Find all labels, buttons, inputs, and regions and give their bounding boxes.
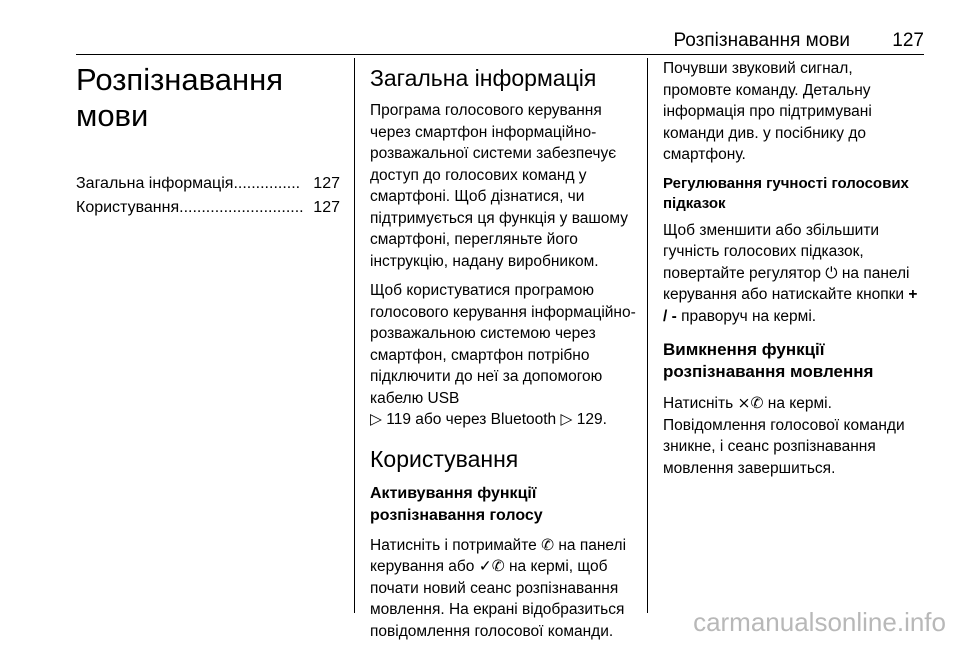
page-number: 127 — [892, 30, 924, 51]
toc-leader-dots: ............................ — [179, 199, 304, 216]
header-title: Розпізнавання мови — [673, 30, 850, 51]
page-ref-arrow-icon[interactable]: ▷ — [370, 411, 382, 428]
toc-entry-page: 127 — [313, 199, 340, 216]
usage-heading: Користування — [370, 445, 519, 472]
general-info-paragraph: Програма голосового керування через смартфон інформаційно-розважальної системи забезпечує доступ до голосових команд у смартфоні. Щоб дізнатися, чи підтримується ця функція у вашому смартфоні, перегляньте його інструкцію, надану виробником. — [370, 102, 629, 270]
command-paragraph: Почувши звуковий сигнал, промовте команду. Детальну інформація про підтримувані команди див. у посібнику до смартфону. — [663, 60, 872, 163]
disable-paragraph: Натисніть ⨯✆ на кермі. — [663, 393, 925, 415]
toc-entry[interactable] — [76, 172, 340, 196]
disable-paragraph-2: Повідомлення голосової команди зникне, і сеанс розпізнавання мовлення завершиться. — [663, 416, 905, 477]
column-divider — [647, 58, 648, 613]
column-2 — [370, 58, 636, 650]
volume-keys: + / - — [663, 286, 918, 325]
mute-hangup-icon: ⨯✆ — [737, 395, 764, 412]
toc-entry-page: 127 — [313, 175, 340, 192]
activation-heading: Активування функції розпізнавання голосу — [370, 484, 543, 524]
header-divider — [76, 54, 924, 55]
phone-icon: ✆ — [541, 536, 555, 554]
page-ref-usb: 119 або через Bluetooth — [386, 411, 557, 428]
table-of-contents — [76, 172, 340, 220]
page-ref-bluetooth: 129. — [576, 411, 607, 428]
section-title: Розпізнавання мови — [76, 62, 284, 133]
page-ref-arrow-icon[interactable]: ▷ — [560, 411, 573, 428]
watermark: carmanualsonline.info — [693, 607, 946, 637]
toc-leader-dots: ............... — [233, 175, 301, 192]
activation-paragraph: Натисніть і потримайте ✆ на панелі керування або ✓✆ на кермі, щоб почати новий сеанс розпізнавання мовлення. На екрані відобразиться повідомлення голосової команди. — [370, 536, 627, 640]
column-3 — [663, 58, 925, 487]
toc-entry[interactable] — [76, 196, 340, 220]
column-1 — [76, 58, 340, 220]
steering-voice-icon: ✓✆ — [478, 558, 505, 575]
usb-bluetooth-paragraph — [370, 280, 636, 431]
disable-heading: Вимкнення функції розпізнавання мовлення — [663, 340, 874, 381]
volume-paragraph: Щоб зменшити або збільшити гучність голосових підказок, повертайте регулятор ⏻ на панелі керування або натискайте кнопки + / - праворуч на кермі. — [663, 221, 918, 325]
general-info-heading: Загальна інформація — [370, 65, 597, 91]
page-header — [76, 28, 924, 56]
column-divider — [354, 58, 355, 613]
volume-heading: Регулювання гучності голосових підказок — [663, 174, 909, 212]
usb-text: Щоб користуватися програмою голосового керування інформаційно-розважальною системою через смартфон, смартфон потрібно підключити до неї за допомогою кабелю USB — [370, 282, 636, 407]
toc-entry-label: Загальна інформація — [76, 175, 234, 192]
power-knob-icon: ⏻ — [825, 264, 838, 282]
toc-entry-label: Користування — [76, 199, 180, 216]
